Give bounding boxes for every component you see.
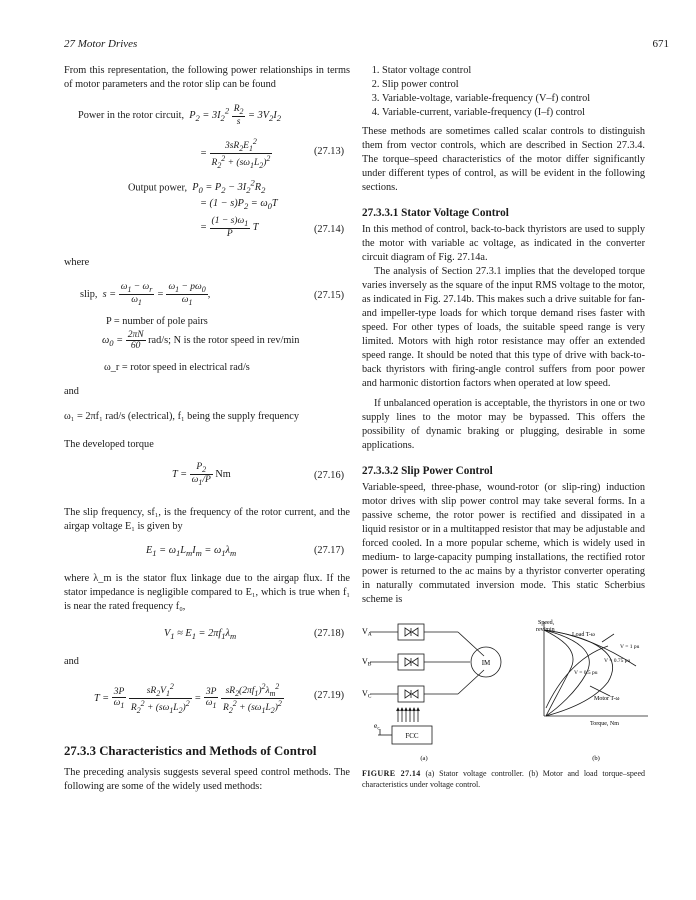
eq-27-16-body: T = $\frac{P_2}{\omega_1/P}$ Nm <box>172 462 231 487</box>
output-power-line-2: = $(1 - s)P_2 = \omega_0T$ <box>200 198 278 212</box>
stator-paragraph-1: In this method of control, back-to-back thyristors are used to supply the motor with variable ac voltage, as indicated in the converter circuit diagram of Fig. 27.14a. <box>362 224 645 263</box>
and-text-2: and <box>64 656 79 667</box>
where-text: where <box>64 257 90 268</box>
power-rotor-equation: Power in the rotor circuit, $P_2 = 3I_2^2$ $\frac{R_2}{s}$ = $3V_2I_2$ <box>78 104 282 127</box>
output-power-equation: Output power, $P_0 = P_2 - 3I_2^2R_2$ <box>128 178 266 196</box>
circuit-diagram <box>370 624 501 744</box>
figure-27-14 <box>358 612 658 764</box>
section-title-27-3-3: 27.3.3 Characteristics and Methods of Control <box>64 744 317 758</box>
scalar-paragraph: These methods are sometimes called scalar controls to distinguish them from vector controls, which are described in Section 27.3.4. The torque–speed characteristics of the motor differ significantly under different types of control, as will be evident in the following sections. <box>362 126 645 193</box>
eq-27-18-number: (27.18) <box>314 628 345 639</box>
sub-label-a: (a) <box>420 755 428 762</box>
figure-caption-text: (a) Stator voltage controller. (b) Motor and load torque–speed characteristics under voltage control. <box>362 769 645 789</box>
output-power-label: Output power, <box>128 182 188 194</box>
eq-27-17-number: (27.17) <box>314 545 345 556</box>
speed-axis-label: Speed, <box>538 620 555 626</box>
torque-unit: Nm <box>215 468 231 480</box>
stator-paragraph-2: The analysis of Section 27.3.1 implies that the developed torque varies inversely as the square of the input RMS voltage to the motor, as indicated in Fig. 27.14b. This makes such a drive suitable for fan- and impeller-type loads for which torque demand rises faster with speed. For other types of loads, the suitable speed range is very limited. Motors with high rotor resistance may offer an extended speed range. It should be noted that this type of drive with back-to-back thyristors with firing-angle control suffers from poor power and harmonic distortion factors when operated at low speed. <box>362 266 645 389</box>
label-ec: $e_c$ <box>374 721 380 732</box>
method-item: 2. Slip power control <box>382 78 645 92</box>
eq-27-18-body: $V_1 \approx E_1 = 2\pi f_1\lambda_m$ <box>164 628 237 642</box>
method-item: 3. Variable-voltage, variable-frequency (V–f) control <box>382 92 645 106</box>
eq-27-13-number: (27.13) <box>314 146 345 157</box>
method-item: 4. Variable-current, variable-frequency (I–f) control <box>382 106 645 120</box>
page-number: 671 <box>652 38 669 50</box>
motor-label: IM <box>481 659 491 667</box>
running-header-chapter: 27 Motor Drives <box>64 38 138 50</box>
v1pu-label: V = 1 pu <box>620 644 640 650</box>
slip-label: slip, <box>80 288 98 300</box>
stator-paragraph-3: If unbalanced operation is acceptable, the thyristors in one or two supply lines to the motor may be bypassed. This offers the possibility of dynamic braking or plugging, desirable in some applications. <box>362 398 645 451</box>
eq-27-13-body: = $\frac{3sR_2E_1^2}{R_2^2 + (s\omega_1L_2)^2}$ <box>200 137 271 171</box>
label-va: VA <box>362 627 372 638</box>
figure-caption-label: FIGURE 27.14 <box>362 769 421 778</box>
torque-axis-label: Torque, Nm <box>590 721 619 727</box>
eq-27-15-number: (27.15) <box>314 290 345 301</box>
v05pu-label: V = 0.5 pu <box>574 670 598 676</box>
v075pu-label: V = 0.75 pu <box>604 658 631 664</box>
omega-r-def: ω_r = rotor speed in electrical rad/s <box>104 362 250 373</box>
rotor-speed-desc: rad/s; N is the rotor speed in rev/min <box>148 334 300 346</box>
subsection-title-slip: 27.3.3.2 Slip Power Control <box>362 465 493 477</box>
pole-pairs-def: P = number of pole pairs <box>106 316 208 327</box>
section-paragraph: The preceding analysis suggests several speed control methods. The following are some of the widely used methods: <box>64 767 350 792</box>
subsection-title-stator: 27.3.3.1 Stator Voltage Control <box>362 207 509 219</box>
method-item: 1. Stator voltage control <box>382 64 645 78</box>
slip-frequency-paragraph: The slip frequency, sf₁, is the frequency of the rotor current, and the airgap voltage E₁ is given by <box>64 507 350 532</box>
fcc-label: FCC <box>405 732 419 740</box>
torque-intro: The developed torque <box>64 439 154 450</box>
power-rotor-label: Power in the rotor circuit, <box>78 109 185 121</box>
load-curve-label: Load T-ω <box>572 632 595 638</box>
eq-27-16-number: (27.16) <box>314 470 345 481</box>
flux-paragraph: where λ_m is the stator flux linkage due to the airgap flux. If the stator impedance is negligible compared to E₁, which is true when f₁ is near the rated frequency f₀, <box>64 573 350 612</box>
figure-caption <box>362 768 645 790</box>
label-vb: VB <box>362 657 372 668</box>
and-text-1: and <box>64 386 79 397</box>
omega1-def: ω₁ = 2πf₁ rad/s (electrical), f₁ being the supply frequency <box>64 411 299 422</box>
eq-27-17-body: $E_1 = \omega_1L_mI_m = \omega_1\lambda_m$ <box>146 545 237 559</box>
eq-27-14-number: (27.14) <box>314 224 345 235</box>
sub-label-b: (b) <box>592 755 600 762</box>
methods-list <box>362 64 645 120</box>
eq-27-19-number: (27.19) <box>314 690 345 701</box>
rotor-speed-def: $\omega_0$ = $\frac{2\pi N}{60}$ rad/s; N is the rotor speed in rev/min <box>102 330 300 351</box>
eq-27-14-body: = $\frac{(1 - s)\omega_1}{P}$ T <box>200 216 259 239</box>
slip-paragraph-1: Variable-speed, three-phase, wound-rotor (or slip-ring) induction motor drives with slip power control may take several forms. In a passive scheme, the rotor power is rectified and dissipated in a liquid resistor or in a multitapped resistor that may be adjustable and forced cooled. In a more popular scheme, which is widely used in medium- to large-capacity pumping installations, the rectified rotor power is returned to the ac mains by a thyristor converter operating in naturally commutated inversion mode. This static Scherbius scheme is <box>362 482 645 605</box>
label-vc: VC <box>362 689 372 700</box>
motor-curve-label: Motor T-ω <box>594 696 620 702</box>
slip-equation: slip, s = $\frac{\omega_1 - \omega_r}{\omega_1}$ = $\frac{\omega_1 - p\omega_0}{\omega_1}$ , <box>80 282 211 307</box>
intro-paragraph: From this representation, the following power relationships in terms of motor parameters and the rotor slip can be found <box>64 65 350 90</box>
eq-27-19-body: T = $\frac{3P}{\omega_1}$ $\frac{sR_2V_1^2}{R_2^2 + (s\omega_1L_2)^2}$ = $\frac{3P}{\omega_1}$ $\frac{sR_2(2\pi f_1)^2\lambda_m^2}{R_2^2 + (s\omega_1L_2)^2}$ <box>94 682 282 716</box>
speed-unit-label: rev/min <box>536 627 555 633</box>
